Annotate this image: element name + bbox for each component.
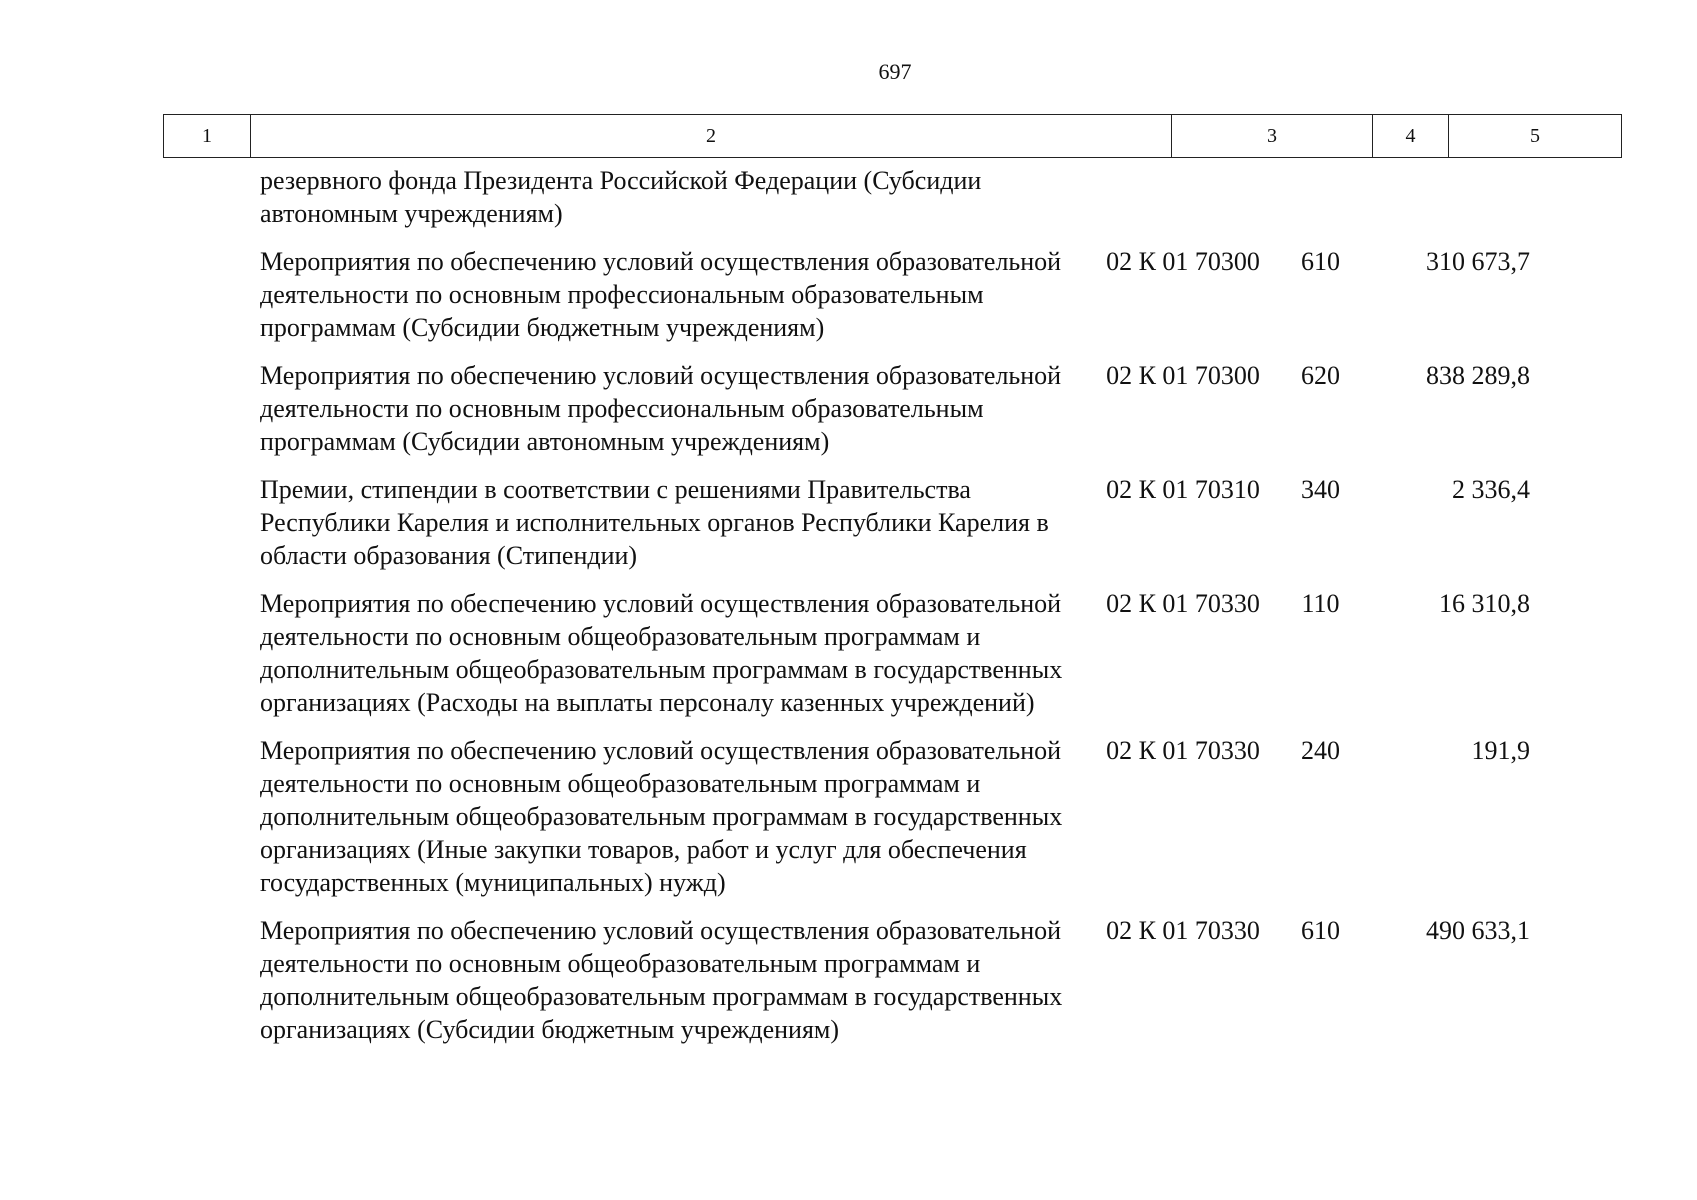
row-amount: 191,9 <box>1471 736 1530 765</box>
column-header-5: 5 <box>1449 115 1622 158</box>
table-row <box>163 245 1613 344</box>
row-amount: 310 673,7 <box>1426 247 1530 276</box>
row-amount: 490 633,1 <box>1426 916 1530 945</box>
budget-table-body <box>163 164 1613 1061</box>
row-expense-type: 610 <box>1301 916 1340 945</box>
row-target-code: 02 К 01 70330 <box>1106 916 1260 945</box>
row-amount: 838 289,8 <box>1426 361 1530 390</box>
column-header-2: 2 <box>251 115 1172 158</box>
table-row <box>163 359 1613 458</box>
row-description: Премии, стипендии в соответствии с решениями Правительства Республики Карелия и исполнительных органов Республики Карелия в области образования (Стипендии) <box>260 475 1049 570</box>
table-row <box>163 914 1613 1046</box>
row-description: Мероприятия по обеспечению условий осуществления образовательной деятельности по основным общеобразовательным программам и дополнительным общеобразовательным программам в государственных организациях (Расходы на выплаты персоналу казенных учреждений) <box>260 589 1063 717</box>
row-target-code: 02 К 01 70310 <box>1106 475 1260 504</box>
row-description: Мероприятия по обеспечению условий осуществления образовательной деятельности по основным общеобразовательным программам и дополнительным общеобразовательным программам в государственных организациях (Субсидии бюджетным учреждениям) <box>260 916 1063 1044</box>
row-target-code: 02 К 01 70330 <box>1106 589 1260 618</box>
row-expense-type: 110 <box>1301 589 1340 618</box>
row-target-code: 02 К 01 70300 <box>1106 361 1260 390</box>
column-header-1: 1 <box>164 115 251 158</box>
column-header-3: 3 <box>1172 115 1373 158</box>
row-description: Мероприятия по обеспечению условий осуществления образовательной деятельности по основным общеобразовательным программам и дополнительным общеобразовательным программам в государственных организациях (Иные закупки товаров, работ и услуг для обеспечения государственных (муниципальных) нужд) <box>260 736 1063 897</box>
column-header-row <box>164 115 1622 158</box>
row-expense-type: 620 <box>1301 361 1340 390</box>
table-row <box>163 164 1613 230</box>
table-row <box>163 587 1613 719</box>
page-number: 697 <box>878 59 912 84</box>
row-description: резервного фонда Президента Российской Федерации (Субсидии автономным учреждениям) <box>260 166 982 228</box>
row-target-code: 02 К 01 70300 <box>1106 247 1260 276</box>
table-row <box>163 473 1613 572</box>
row-target-code: 02 К 01 70330 <box>1106 736 1260 765</box>
column-header-table <box>163 114 1622 158</box>
column-header-4: 4 <box>1373 115 1449 158</box>
row-expense-type: 340 <box>1301 475 1340 504</box>
row-expense-type: 610 <box>1301 247 1340 276</box>
row-amount: 2 336,4 <box>1452 475 1530 504</box>
row-amount: 16 310,8 <box>1439 589 1530 618</box>
row-description: Мероприятия по обеспечению условий осуществления образовательной деятельности по основным профессиональным образовательным программам (Субсидии бюджетным учреждениям) <box>260 247 1062 342</box>
table-row <box>163 734 1613 899</box>
row-expense-type: 240 <box>1301 736 1340 765</box>
row-description: Мероприятия по обеспечению условий осуществления образовательной деятельности по основным профессиональным образовательным программам (Субсидии автономным учреждениям) <box>260 361 1062 456</box>
